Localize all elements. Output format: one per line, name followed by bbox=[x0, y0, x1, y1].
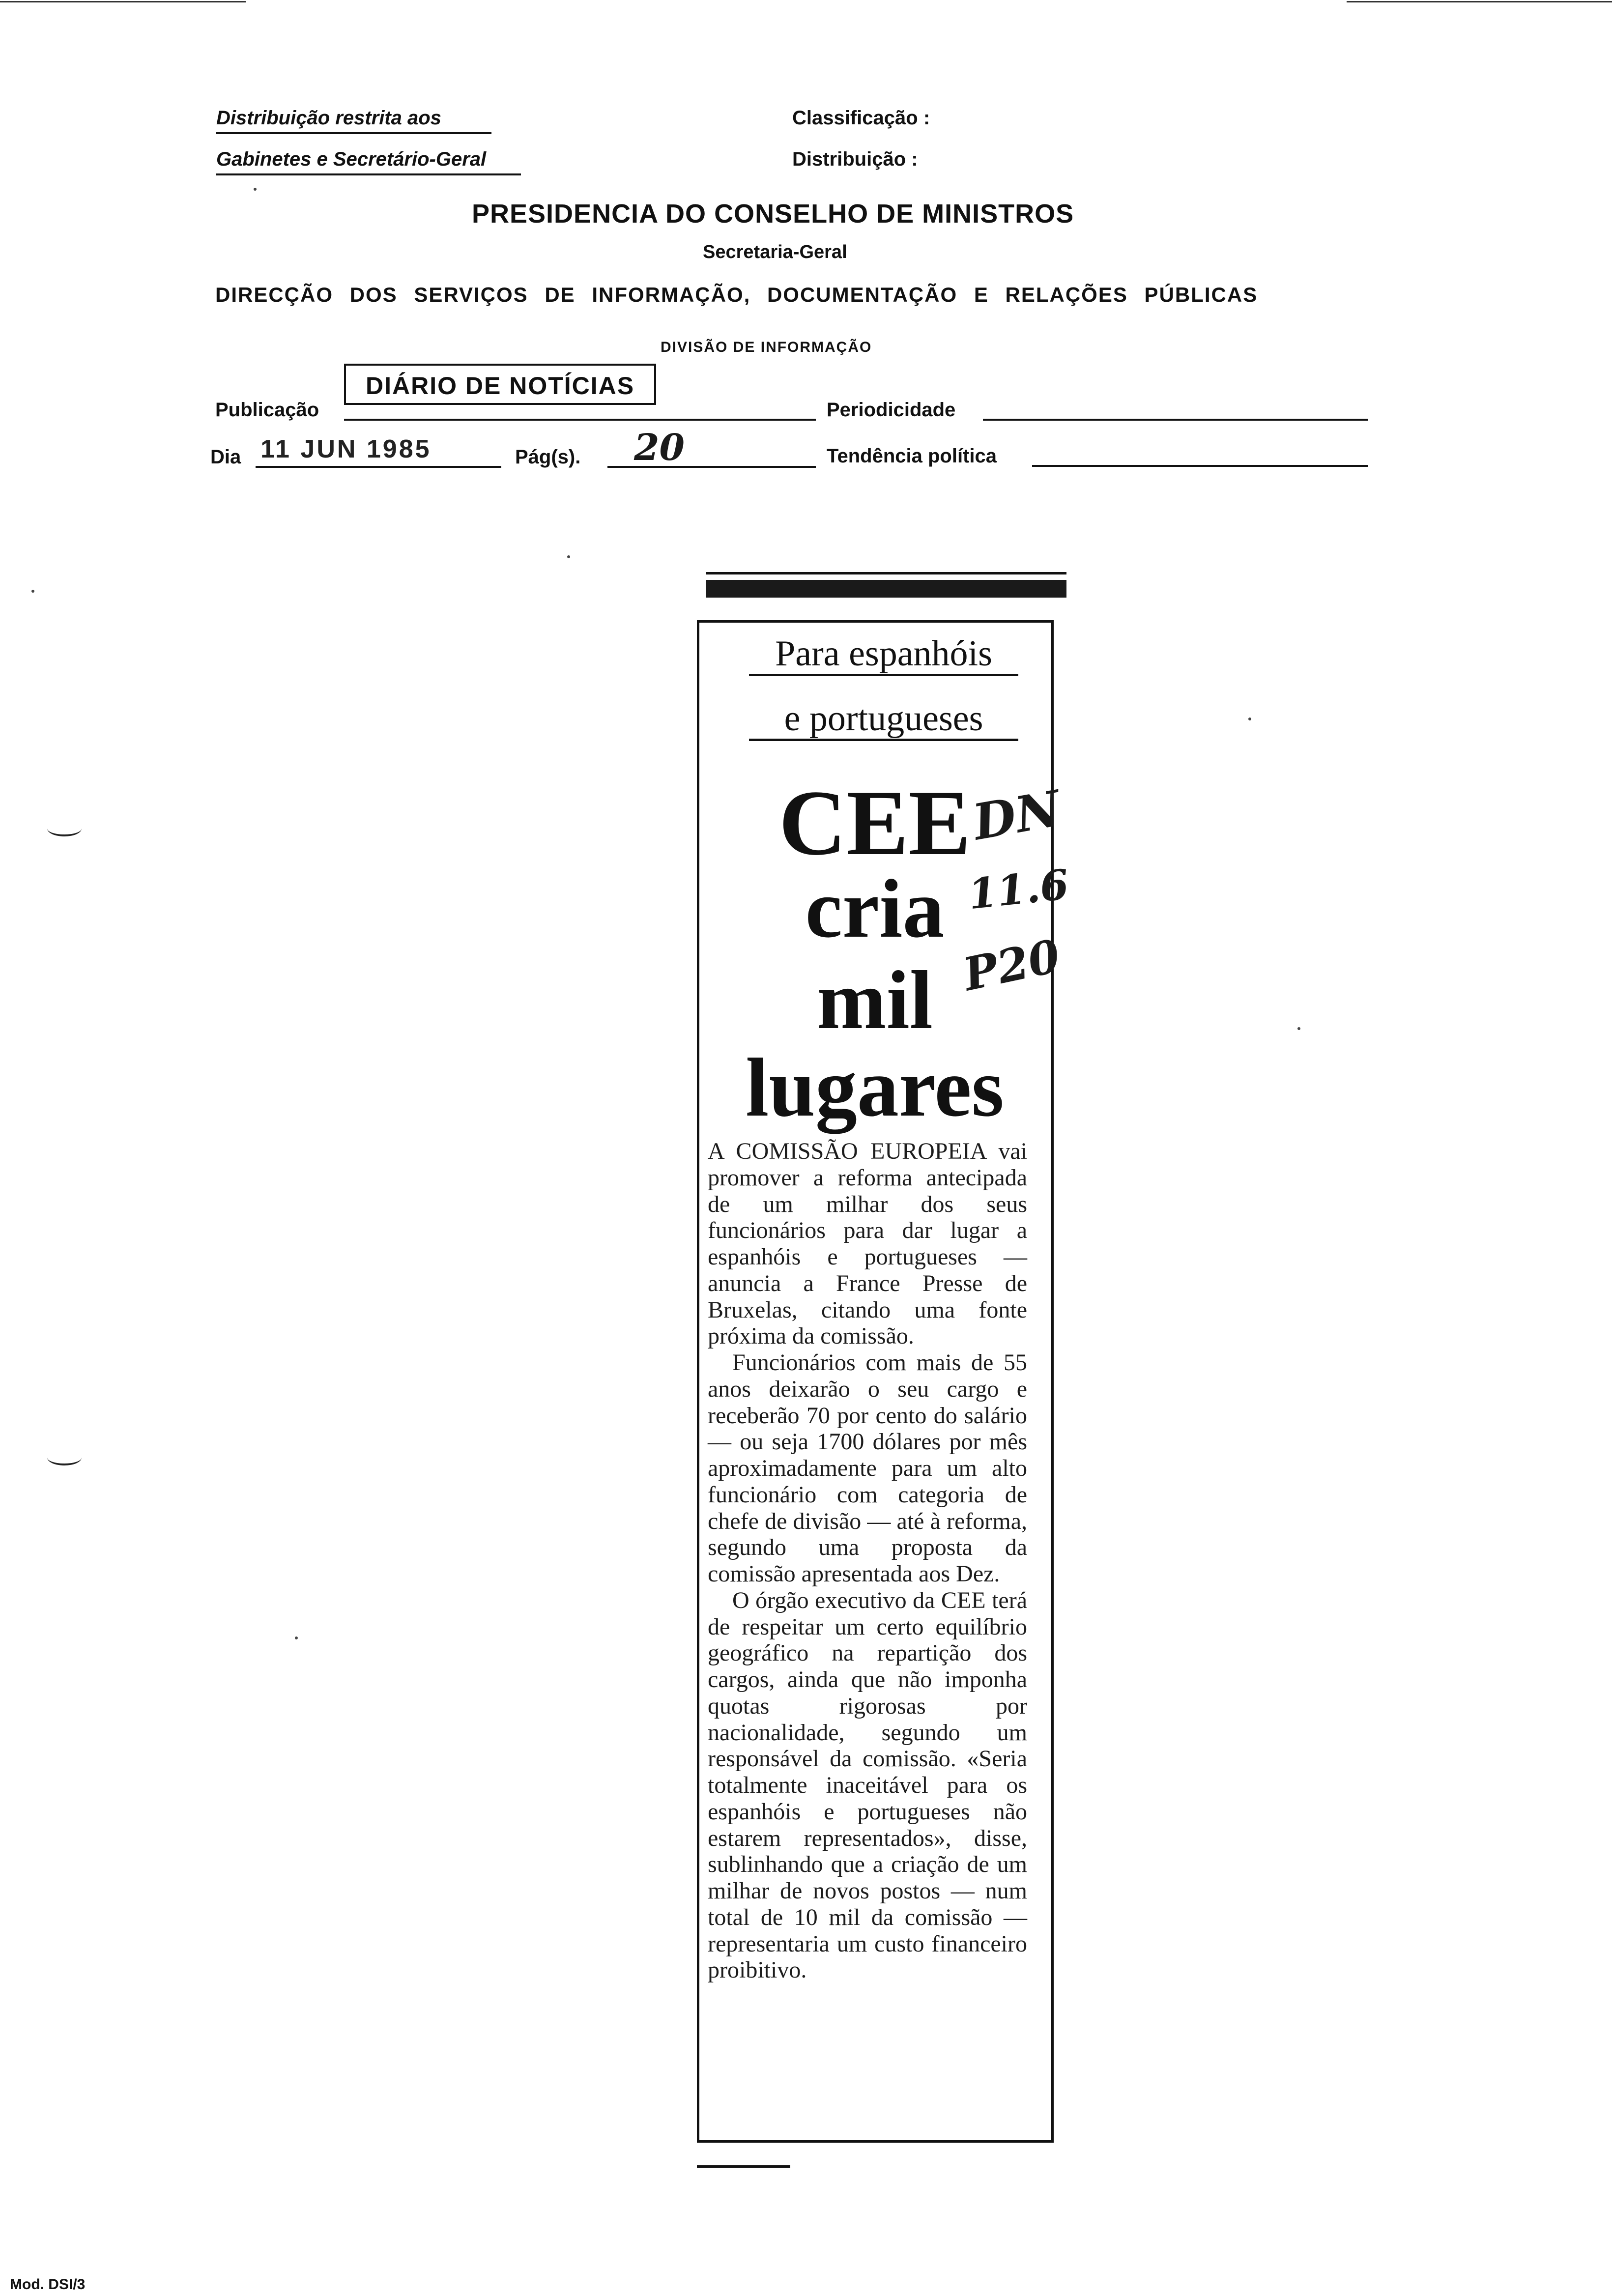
division-line: DIVISÃO DE INFORMAÇÃO bbox=[661, 339, 872, 355]
article-paragraph: A COMISSÃO EUROPEIA vai promover a reforma antecipada de um milhar dos seus funcionários para dar lugar a espanhóis e portugueses — anuncia a France Presse de Bruxelas, citando uma fonte próxima da comissão. bbox=[708, 1138, 1027, 1349]
clip-rule-bottom bbox=[697, 2165, 790, 2168]
article-paragraph: Funcionários com mais de 55 anos deixarão o seu cargo e receberão 70 por cento do salário — ou seja 1700 dólares por mês aproximadamente para um alto funcionário com categoria de chefe de divisão — até à reforma, segundo uma proposta da comissão apresentada aos Dez. bbox=[708, 1349, 1027, 1587]
pages-handwritten: 20 bbox=[634, 427, 685, 469]
day-label: Dia bbox=[210, 446, 241, 468]
pages-label: Pág(s). bbox=[515, 446, 581, 468]
handwritten-date: 11.6 bbox=[966, 860, 1071, 919]
scan-edge-line bbox=[0, 1, 246, 2]
directorate-line: DIRECÇÃO DOS SERVIÇOS DE INFORMAÇÃO, DOCUMENTAÇÃO E RELAÇÕES PÚBLICAS bbox=[215, 283, 1258, 306]
clip-band bbox=[706, 580, 1066, 598]
scan-speck bbox=[295, 1636, 298, 1639]
tendency-field bbox=[1032, 465, 1368, 467]
headline-line3: mil bbox=[816, 954, 933, 1046]
kicker-line2: e portugueses bbox=[749, 699, 1018, 741]
handwritten-publication: DN bbox=[969, 779, 1065, 852]
scan-edge-line bbox=[1347, 1, 1612, 2]
periodicity-label: Periodicidade bbox=[827, 399, 956, 421]
headline-line1: CEE bbox=[778, 772, 971, 875]
headline-line2: cria bbox=[805, 862, 945, 955]
page-subtitle: Secretaria-Geral bbox=[703, 242, 847, 262]
scan-speck bbox=[1297, 1027, 1300, 1030]
page-title: PRESIDENCIA DO CONSELHO DE MINISTROS bbox=[472, 199, 1074, 229]
article-body bbox=[708, 1138, 1027, 1983]
restricted-line1: Distribuição restrita aos bbox=[216, 107, 491, 134]
handwritten-page: P20 bbox=[958, 929, 1065, 1002]
article-paragraph: O órgão executivo da CEE terá de respeitar um certo equilíbrio geográfico na repartição dos cargos, ainda que não imponha quotas rigorosas por nacionalidade, segundo um responsável da comissão. «Seria totalmente inaceitável para os espanhóis e portugueses não estarem representados», disse, sublinhando que a criação de um milhar de novos postos — num total de 10 mil da comissão — representaria um custo financeiro proibitivo. bbox=[708, 1587, 1027, 1983]
kicker-line1: Para espanhóis bbox=[749, 634, 1018, 676]
form-code: Mod. DSI/3 bbox=[10, 2276, 86, 2293]
distribution-label: Distribuição : bbox=[792, 148, 918, 170]
clip-rule-top bbox=[706, 572, 1066, 574]
tendency-label: Tendência política bbox=[827, 445, 997, 467]
scan-speck bbox=[567, 555, 570, 558]
publication-stamp: DIÁRIO DE NOTÍCIAS bbox=[344, 364, 656, 405]
restricted-line2: Gabinetes e Secretário-Geral bbox=[216, 148, 521, 175]
scan-speck bbox=[1248, 718, 1251, 720]
publication-underline bbox=[344, 419, 816, 421]
punch-hole-mark bbox=[47, 1450, 82, 1465]
publication-label: Publicação bbox=[215, 399, 319, 421]
classification-label: Classificação : bbox=[792, 107, 930, 129]
scan-speck bbox=[254, 188, 257, 191]
day-stamp: 11 JUN 1985 bbox=[260, 435, 432, 463]
punch-hole-mark bbox=[47, 821, 82, 836]
day-underline bbox=[256, 466, 501, 468]
headline-line4: lugares bbox=[746, 1041, 1004, 1134]
scan-speck bbox=[31, 590, 34, 593]
periodicity-field bbox=[983, 419, 1368, 421]
